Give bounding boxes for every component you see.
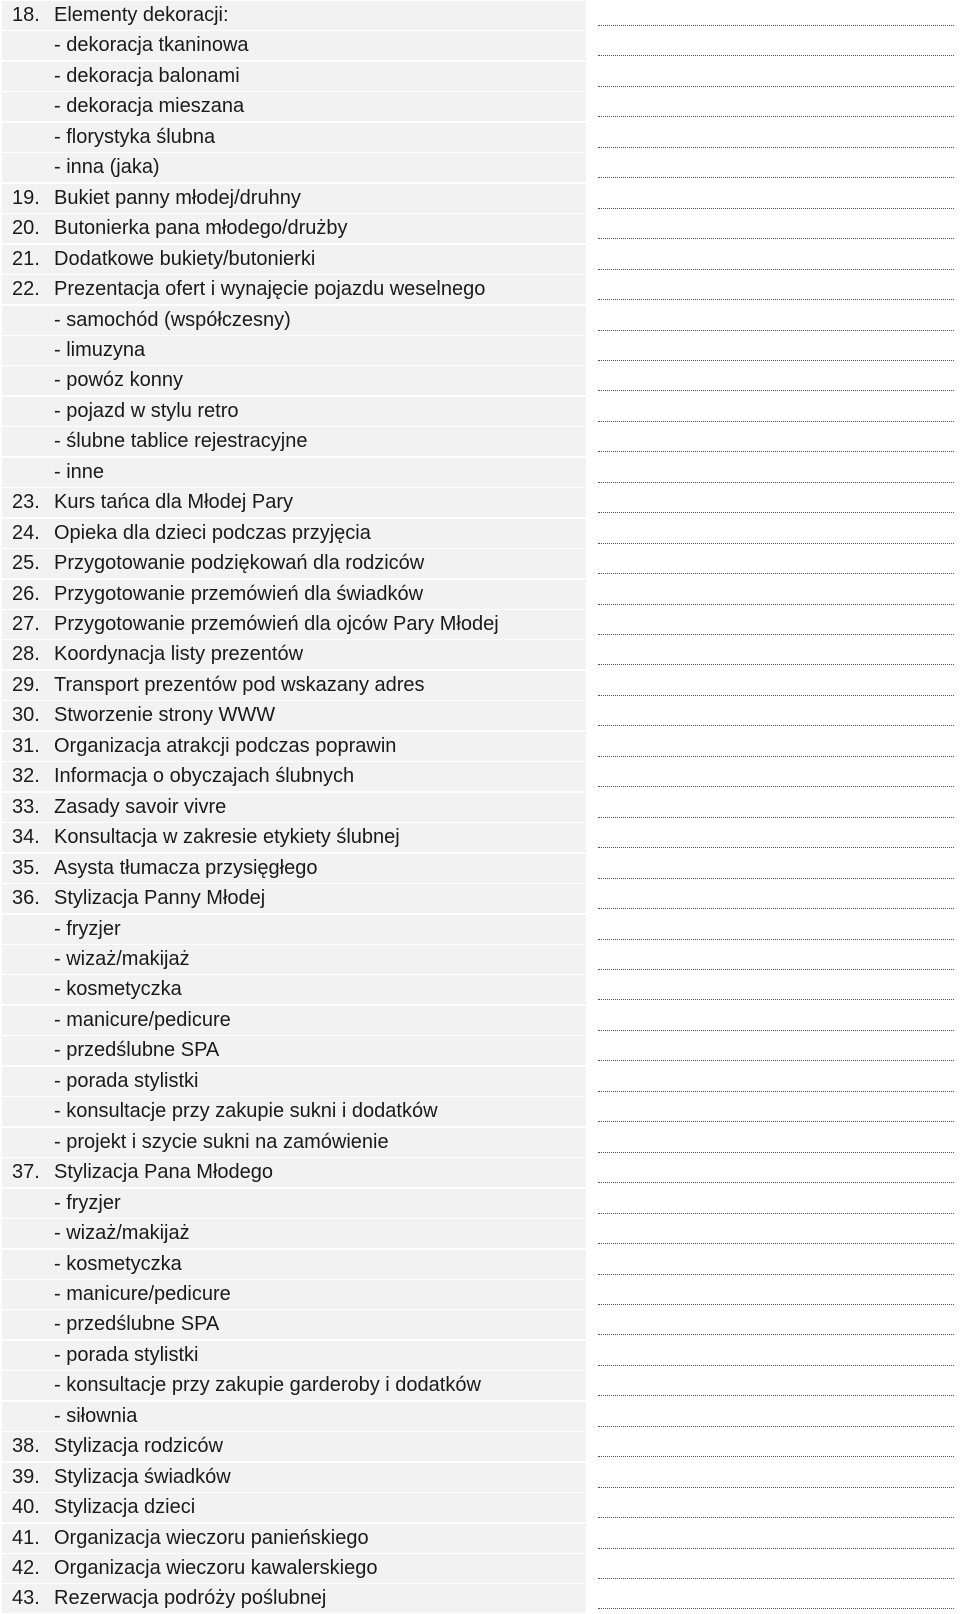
checklist-row bbox=[2, 62, 958, 91]
item-number: 33. bbox=[12, 795, 40, 818]
dotted-line bbox=[598, 695, 954, 696]
answer-field[interactable] bbox=[598, 1128, 954, 1157]
dotted-line bbox=[598, 1548, 954, 1549]
dotted-line bbox=[598, 878, 954, 879]
item-number: 23. bbox=[12, 491, 40, 514]
answer-field[interactable] bbox=[598, 488, 954, 517]
checklist-row bbox=[2, 915, 958, 944]
item-number: 41. bbox=[12, 1526, 40, 1549]
answer-field[interactable] bbox=[598, 1, 954, 30]
checklist-row bbox=[2, 275, 958, 304]
answer-field[interactable] bbox=[598, 214, 954, 243]
item-number: 34. bbox=[12, 826, 40, 849]
item-text: - inne bbox=[54, 460, 105, 483]
checklist-row bbox=[2, 1158, 958, 1187]
dotted-line bbox=[598, 1182, 954, 1183]
answer-field[interactable] bbox=[598, 1250, 954, 1279]
row-label bbox=[2, 762, 586, 791]
answer-field[interactable] bbox=[598, 275, 954, 304]
item-text: Koordynacja listy prezentów bbox=[54, 643, 304, 666]
item-text: - pojazd w stylu retro bbox=[54, 399, 239, 422]
dotted-line bbox=[598, 238, 954, 239]
answer-field[interactable] bbox=[598, 458, 954, 487]
row-label bbox=[2, 1219, 586, 1248]
checklist-row bbox=[2, 945, 958, 974]
item-number: 36. bbox=[12, 887, 40, 909]
row-label bbox=[2, 62, 586, 91]
row-label bbox=[2, 580, 586, 609]
item-text: - manicure/pedicure bbox=[54, 1282, 231, 1305]
checklist-row bbox=[2, 640, 958, 669]
item-number: 22. bbox=[12, 278, 40, 301]
dotted-line bbox=[598, 756, 954, 757]
row-label bbox=[2, 336, 586, 365]
item-text: - dekoracja mieszana bbox=[54, 95, 245, 118]
checklist-row bbox=[2, 427, 958, 456]
item-text: Transport prezentów pod wskazany adres bbox=[54, 673, 425, 696]
answer-field[interactable] bbox=[598, 580, 954, 609]
answer-field[interactable] bbox=[598, 336, 954, 365]
item-number: 32. bbox=[12, 765, 40, 788]
dotted-line bbox=[598, 1395, 954, 1396]
answer-field[interactable] bbox=[598, 1524, 954, 1553]
answer-field[interactable] bbox=[598, 671, 954, 700]
answer-field[interactable] bbox=[598, 245, 954, 274]
item-text: - konsultacje przy zakupie garderoby i dodatków bbox=[54, 1374, 481, 1397]
dotted-line bbox=[598, 1274, 954, 1275]
answer-field[interactable] bbox=[598, 1584, 954, 1613]
dotted-line bbox=[598, 390, 954, 391]
item-number: 19. bbox=[12, 186, 40, 209]
checklist-row bbox=[2, 31, 958, 60]
row-label bbox=[2, 1128, 586, 1157]
row-label bbox=[2, 1, 586, 30]
dotted-line bbox=[598, 360, 954, 361]
item-text: Stworzenie strony WWW bbox=[54, 704, 276, 727]
row-label bbox=[2, 214, 586, 243]
item-text: - florystyka ślubna bbox=[54, 125, 216, 148]
item-text: - porada stylistki bbox=[54, 1343, 199, 1366]
checklist-row bbox=[2, 1524, 958, 1553]
checklist-row bbox=[2, 1, 958, 30]
answer-field[interactable] bbox=[598, 762, 954, 791]
row-label bbox=[2, 975, 586, 1004]
item-text: - przedślubne SPA bbox=[54, 1039, 220, 1062]
row-label bbox=[2, 884, 586, 913]
row-label bbox=[2, 671, 586, 700]
row-label bbox=[2, 1432, 586, 1461]
dotted-line bbox=[598, 1091, 954, 1092]
dotted-line bbox=[598, 1365, 954, 1366]
checklist-row bbox=[2, 336, 958, 365]
row-label bbox=[2, 1006, 586, 1035]
checklist-row bbox=[2, 153, 958, 182]
item-text: - fryzjer bbox=[54, 1191, 121, 1214]
item-text: - kosmetyczka bbox=[54, 978, 182, 1001]
dotted-line bbox=[598, 939, 954, 940]
dotted-line bbox=[598, 147, 954, 148]
checklist-row bbox=[2, 214, 958, 243]
answer-field[interactable] bbox=[598, 184, 954, 213]
item-text: Organizacja atrakcji podczas poprawin bbox=[54, 734, 397, 757]
answer-field[interactable] bbox=[598, 123, 954, 152]
answer-field[interactable] bbox=[598, 1341, 954, 1370]
item-number: 39. bbox=[12, 1465, 40, 1488]
dotted-line bbox=[598, 1213, 954, 1214]
checklist-row bbox=[2, 519, 958, 548]
item-text: - wizaż/makijaż bbox=[54, 947, 190, 970]
row-label bbox=[2, 397, 586, 426]
item-number: 40. bbox=[12, 1496, 40, 1518]
checklist-row bbox=[2, 1371, 958, 1400]
item-text: Stylizacja Pana Młodego bbox=[54, 1161, 274, 1184]
dotted-line bbox=[598, 1517, 954, 1518]
answer-field[interactable] bbox=[598, 1219, 954, 1248]
answer-field[interactable] bbox=[598, 427, 954, 456]
answer-field[interactable] bbox=[598, 1189, 954, 1218]
row-label bbox=[2, 1463, 586, 1492]
row-label bbox=[2, 1310, 586, 1339]
row-label bbox=[2, 732, 586, 761]
row-label bbox=[2, 458, 586, 487]
checklist-row bbox=[2, 1310, 958, 1339]
item-text: - manicure/pedicure bbox=[54, 1008, 231, 1031]
checklist-row bbox=[2, 1189, 958, 1218]
answer-field[interactable] bbox=[598, 945, 954, 974]
dotted-line bbox=[598, 299, 954, 300]
answer-field[interactable] bbox=[598, 31, 954, 60]
dotted-line bbox=[598, 1121, 954, 1122]
item-text: Elementy dekoracji: bbox=[54, 4, 229, 26]
item-text: Konsultacja w zakresie etykiety ślubnej bbox=[54, 826, 400, 849]
answer-field[interactable] bbox=[598, 1371, 954, 1400]
item-number: 31. bbox=[12, 734, 40, 757]
checklist-row bbox=[2, 1280, 958, 1309]
checklist-row bbox=[2, 1128, 958, 1157]
row-label bbox=[2, 153, 586, 182]
dotted-line bbox=[598, 55, 954, 56]
answer-field[interactable] bbox=[598, 1006, 954, 1035]
row-label bbox=[2, 31, 586, 60]
row-label bbox=[2, 854, 586, 883]
row-label bbox=[2, 793, 586, 822]
item-number: 29. bbox=[12, 673, 40, 696]
dotted-line bbox=[598, 908, 954, 909]
item-number: 25. bbox=[12, 552, 40, 575]
dotted-line bbox=[598, 969, 954, 970]
item-number: 42. bbox=[12, 1557, 40, 1579]
item-text: Asysta tłumacza przysięgłego bbox=[54, 856, 318, 879]
row-label bbox=[2, 366, 586, 395]
answer-field[interactable] bbox=[598, 823, 954, 852]
row-label bbox=[2, 488, 586, 517]
checklist-row bbox=[2, 1097, 958, 1126]
answer-field[interactable] bbox=[598, 1554, 954, 1583]
dotted-line bbox=[598, 1060, 954, 1061]
row-label bbox=[2, 1524, 586, 1553]
answer-field[interactable] bbox=[598, 92, 954, 121]
item-text: - wizaż/makijaż bbox=[54, 1222, 190, 1244]
row-label bbox=[2, 640, 586, 669]
checklist-row bbox=[2, 306, 958, 335]
checklist-row bbox=[2, 123, 958, 152]
checklist-row bbox=[2, 458, 958, 487]
answer-field[interactable] bbox=[598, 915, 954, 944]
dotted-line bbox=[598, 573, 954, 574]
row-label bbox=[2, 701, 586, 730]
item-text: - projekt i szycie sukni na zamówienie bbox=[54, 1130, 389, 1153]
dotted-line bbox=[598, 421, 954, 422]
item-text: - siłownia bbox=[54, 1404, 138, 1427]
answer-field[interactable] bbox=[598, 549, 954, 578]
answer-field[interactable] bbox=[598, 884, 954, 913]
checklist-row bbox=[2, 1006, 958, 1035]
dotted-line bbox=[598, 604, 954, 605]
row-label bbox=[2, 610, 586, 639]
dotted-line bbox=[598, 177, 954, 178]
answer-field[interactable] bbox=[598, 1097, 954, 1126]
item-text: - limuzyna bbox=[54, 338, 146, 361]
checklist-row bbox=[2, 1250, 958, 1279]
answer-field[interactable] bbox=[598, 732, 954, 761]
row-label bbox=[2, 92, 586, 121]
item-text: Informacja o obyczajach ślubnych bbox=[54, 765, 355, 788]
dotted-line bbox=[598, 999, 954, 1000]
dotted-line bbox=[598, 786, 954, 787]
row-label bbox=[2, 1189, 586, 1218]
item-number: 38. bbox=[12, 1435, 40, 1458]
item-text: Przygotowanie podziękowań dla rodziców bbox=[54, 552, 425, 575]
checklist-row bbox=[2, 1463, 958, 1492]
row-label bbox=[2, 1250, 586, 1279]
item-text: Przygotowanie przemówień dla świadków bbox=[54, 582, 424, 605]
dotted-line bbox=[598, 1243, 954, 1244]
item-text: Organizacja wieczoru panieńskiego bbox=[54, 1526, 369, 1549]
dotted-line bbox=[598, 664, 954, 665]
item-text: - powóz konny bbox=[54, 369, 183, 392]
item-text: - dekoracja balonami bbox=[54, 64, 240, 87]
dotted-line bbox=[598, 725, 954, 726]
dotted-line bbox=[598, 1426, 954, 1427]
answer-field[interactable] bbox=[598, 1310, 954, 1339]
answer-field[interactable] bbox=[598, 701, 954, 730]
checklist-row bbox=[2, 793, 958, 822]
item-text: Zasady savoir vivre bbox=[54, 795, 227, 818]
dotted-line bbox=[598, 482, 954, 483]
checklist-row bbox=[2, 762, 958, 791]
row-label bbox=[2, 1067, 586, 1096]
item-number: 18. bbox=[12, 4, 40, 26]
row-label bbox=[2, 1584, 586, 1613]
row-label bbox=[2, 275, 586, 304]
item-text: - konsultacje przy zakupie sukni i dodatków bbox=[54, 1100, 438, 1123]
checklist-row bbox=[2, 975, 958, 1004]
row-label bbox=[2, 519, 586, 548]
item-text: Kurs tańca dla Młodej Pary bbox=[54, 491, 294, 514]
item-text: Stylizacja rodziców bbox=[54, 1435, 223, 1458]
answer-field[interactable] bbox=[598, 397, 954, 426]
answer-field[interactable] bbox=[598, 854, 954, 883]
dotted-line bbox=[598, 1030, 954, 1031]
item-number: 28. bbox=[12, 643, 40, 666]
row-label bbox=[2, 549, 586, 578]
item-text: Organizacja wieczoru kawalerskiego bbox=[54, 1557, 378, 1579]
dotted-line bbox=[598, 1578, 954, 1579]
checklist-row bbox=[2, 1554, 958, 1583]
checklist-row bbox=[2, 823, 958, 852]
row-label bbox=[2, 184, 586, 213]
checklist-row bbox=[2, 397, 958, 426]
answer-field[interactable] bbox=[598, 1463, 954, 1492]
checklist-row bbox=[2, 671, 958, 700]
dotted-line bbox=[598, 451, 954, 452]
answer-field[interactable] bbox=[598, 366, 954, 395]
item-text: - kosmetyczka bbox=[54, 1252, 182, 1275]
checklist-row bbox=[2, 366, 958, 395]
item-text: - przedślubne SPA bbox=[54, 1313, 220, 1336]
checklist-row bbox=[2, 92, 958, 121]
item-text: - samochód (współczesny) bbox=[54, 308, 291, 331]
dotted-line bbox=[598, 1487, 954, 1488]
checklist-row bbox=[2, 1036, 958, 1065]
dotted-line bbox=[598, 330, 954, 331]
row-label bbox=[2, 823, 586, 852]
row-label bbox=[2, 945, 586, 974]
checklist-row bbox=[2, 1402, 958, 1431]
checklist-row bbox=[2, 854, 958, 883]
item-text: Przygotowanie przemówień dla ojców Pary Młodej bbox=[54, 613, 499, 635]
row-label bbox=[2, 123, 586, 152]
row-label bbox=[2, 1036, 586, 1065]
answer-field[interactable] bbox=[598, 1402, 954, 1431]
row-label bbox=[2, 1158, 586, 1187]
checklist-row bbox=[2, 245, 958, 274]
row-label bbox=[2, 306, 586, 335]
answer-field[interactable] bbox=[598, 1432, 954, 1461]
item-text: Stylizacja dzieci bbox=[54, 1496, 196, 1518]
item-text: Stylizacja świadków bbox=[54, 1465, 231, 1488]
item-number: 21. bbox=[12, 247, 40, 270]
item-number: 26. bbox=[12, 582, 40, 605]
dotted-line bbox=[598, 512, 954, 513]
checklist-row bbox=[2, 1341, 958, 1370]
checklist-row bbox=[2, 580, 958, 609]
answer-field[interactable] bbox=[598, 640, 954, 669]
item-text: Bukiet panny młodej/druhny bbox=[54, 186, 301, 209]
dotted-line bbox=[598, 1334, 954, 1335]
item-number: 30. bbox=[12, 704, 40, 727]
item-text: Opieka dla dzieci podczas przyjęcia bbox=[54, 521, 371, 544]
answer-field[interactable] bbox=[598, 153, 954, 182]
answer-field[interactable] bbox=[598, 975, 954, 1004]
checklist-row bbox=[2, 732, 958, 761]
dotted-line bbox=[598, 1608, 954, 1609]
checklist-row bbox=[2, 610, 958, 639]
checklist-row bbox=[2, 1067, 958, 1096]
row-label bbox=[2, 1554, 586, 1583]
item-text: Butonierka pana młodego/drużby bbox=[54, 217, 348, 240]
answer-field[interactable] bbox=[598, 1158, 954, 1187]
answer-field[interactable] bbox=[598, 1036, 954, 1065]
checklist-row bbox=[2, 701, 958, 730]
answer-field[interactable] bbox=[598, 793, 954, 822]
answer-field[interactable] bbox=[598, 306, 954, 335]
dotted-line bbox=[598, 1304, 954, 1305]
checklist-row bbox=[2, 1219, 958, 1248]
row-label bbox=[2, 915, 586, 944]
dotted-line bbox=[598, 86, 954, 87]
answer-field[interactable] bbox=[598, 610, 954, 639]
dotted-line bbox=[598, 634, 954, 635]
item-number: 37. bbox=[12, 1161, 40, 1184]
item-text: Rezerwacja podróży poślubnej bbox=[54, 1587, 327, 1610]
answer-field[interactable] bbox=[598, 1280, 954, 1309]
checklist-row bbox=[2, 1584, 958, 1613]
checklist-row bbox=[2, 1493, 958, 1522]
dotted-line bbox=[598, 543, 954, 544]
item-text: - inna (jaka) bbox=[54, 156, 160, 179]
item-text: - fryzjer bbox=[54, 917, 121, 940]
item-number: 27. bbox=[12, 613, 40, 635]
row-label bbox=[2, 1341, 586, 1370]
checklist-row bbox=[2, 488, 958, 517]
dotted-line bbox=[598, 116, 954, 117]
row-label bbox=[2, 245, 586, 274]
item-text: - dekoracja tkaninowa bbox=[54, 34, 249, 57]
row-label bbox=[2, 1371, 586, 1400]
item-text: - ślubne tablice rejestracyjne bbox=[54, 430, 308, 453]
answer-field[interactable] bbox=[598, 62, 954, 91]
item-number: 35. bbox=[12, 856, 40, 879]
checklist-row bbox=[2, 1432, 958, 1461]
checklist-row bbox=[2, 884, 958, 913]
dotted-line bbox=[598, 1152, 954, 1153]
item-text: - porada stylistki bbox=[54, 1069, 199, 1092]
item-text: Stylizacja Panny Młodej bbox=[54, 887, 266, 909]
answer-field[interactable] bbox=[598, 519, 954, 548]
row-label bbox=[2, 1097, 586, 1126]
dotted-line bbox=[598, 847, 954, 848]
item-text: Dodatkowe bukiety/butonierki bbox=[54, 247, 316, 270]
row-label bbox=[2, 1493, 586, 1522]
item-number: 24. bbox=[12, 521, 40, 544]
checklist-row bbox=[2, 184, 958, 213]
row-label bbox=[2, 1402, 586, 1431]
dotted-line bbox=[598, 817, 954, 818]
answer-field[interactable] bbox=[598, 1067, 954, 1096]
dotted-line bbox=[598, 269, 954, 270]
item-number: 20. bbox=[12, 217, 40, 240]
item-number: 43. bbox=[12, 1587, 40, 1610]
row-label bbox=[2, 427, 586, 456]
dotted-line bbox=[598, 208, 954, 209]
dotted-line bbox=[598, 1456, 954, 1457]
checklist-row bbox=[2, 549, 958, 578]
row-label bbox=[2, 1280, 586, 1309]
answer-field[interactable] bbox=[598, 1493, 954, 1522]
dotted-line bbox=[598, 25, 954, 26]
item-text: Prezentacja ofert i wynajęcie pojazdu weselnego bbox=[54, 278, 486, 301]
